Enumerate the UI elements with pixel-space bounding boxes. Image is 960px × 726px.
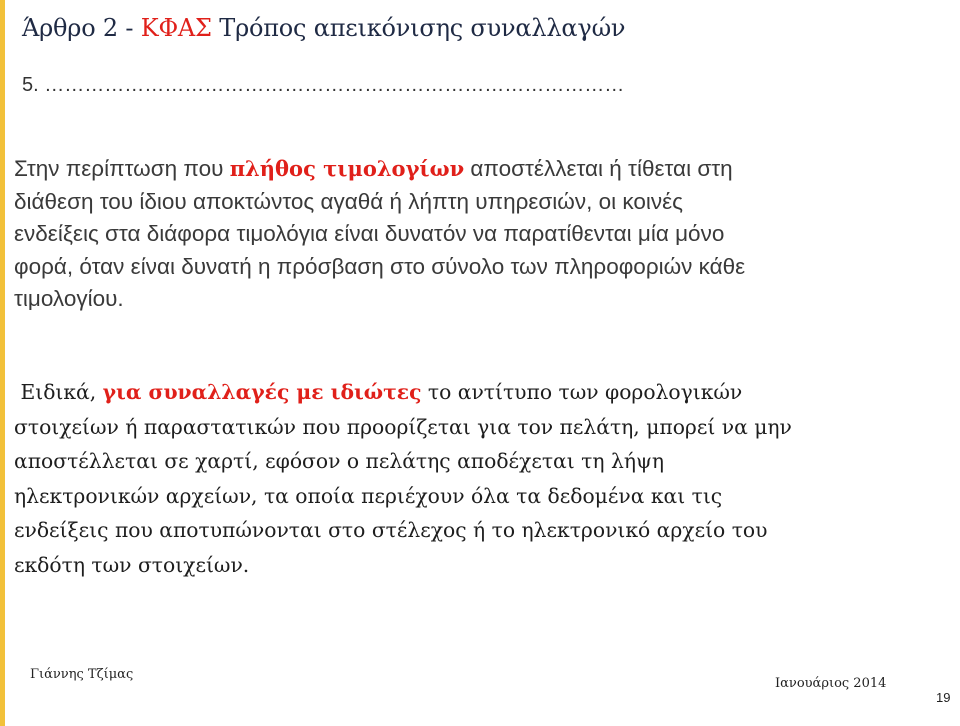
para2-text: Ειδικά, (20, 380, 103, 404)
para2-line-5: ενδείξεις που αποτυπώνονται στο στέλεχος ή το ηλεκτρονικό αρχείο του (14, 518, 768, 542)
slide-title (22, 14, 625, 42)
para1-text: Στην περίπτωση που (14, 156, 230, 181)
paragraph-multiple-invoices (14, 153, 954, 316)
para1-text: αποστέλλεται ή τίθεται στη (464, 156, 733, 181)
para2-line-2: στοιχείων ή παραστατικών που προορίζεται για τον πελάτη, μπορεί να μην (14, 414, 792, 439)
para2-line-3: αποστέλλεται σε χαρτί, εφόσον ο πελάτης αποδέχεται τη λήψη (14, 449, 665, 473)
para1-line-4: φορά, όταν είναι δυνατή η πρόσβαση στο σύνολο των πληροφοριών κάθε (14, 253, 746, 279)
para1-line-3: ενδείξεις στα διάφορα τιμολόγια είναι δυνατόν να παρατίθενται μία μόνο (14, 221, 725, 246)
para2-line-4: ηλεκτρονικών αρχείων, τα οποία περιέχουν όλα τα δεδομένα και τις (14, 483, 723, 508)
title-prefix: Άρθρο 2 - (22, 14, 141, 42)
footer-date: Ιανουάριος 2014 (775, 676, 887, 691)
left-accent-bar (0, 0, 5, 726)
paragraph-private-transactions (14, 375, 959, 582)
para1-line-5: τιμολογίου. (14, 286, 124, 311)
title-accent: ΚΦΑΣ (140, 14, 212, 42)
para2-line-1 (14, 375, 959, 410)
para1-highlight: πλήθος τιμολογίων (229, 156, 465, 181)
para2-text: το αντίτυπο των φορολογικών (421, 380, 743, 404)
subpoint-number: 5. …………………………………………………………………………… (22, 74, 625, 96)
page-number: 19 (936, 690, 951, 705)
para2-line-6: εκδότη των στοιχείων. (14, 552, 250, 577)
para2-highlight: για συναλλαγές με ιδιώτες (102, 380, 422, 404)
title-suffix: Τρόπος απεικόνισης συναλλαγών (211, 14, 626, 42)
para1-line-1 (14, 153, 954, 186)
para1-line-2: διάθεση του ίδιου αποκτώντος αγαθά ή λήπτη υπηρεσιών, οι κοινές (14, 188, 683, 214)
footer-author: Γιάννης Τζίμας (30, 667, 134, 682)
